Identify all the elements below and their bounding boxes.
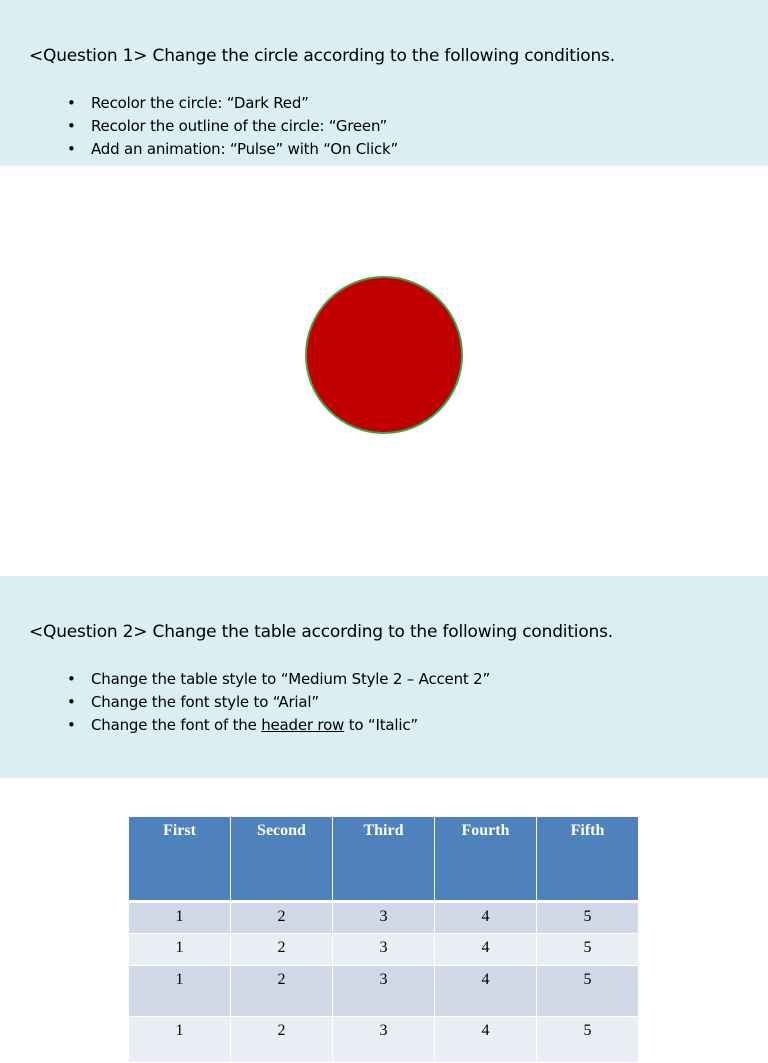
table-row[interactable] xyxy=(129,966,639,1017)
table-cell[interactable]: 2 xyxy=(231,966,333,1017)
table-cell[interactable]: 3 xyxy=(333,1017,435,1063)
question-2-bullet-list xyxy=(67,668,490,737)
table-cell[interactable]: 4 xyxy=(435,902,537,934)
table-cell[interactable]: 2 xyxy=(231,934,333,966)
table-cell[interactable]: 5 xyxy=(537,934,639,966)
table-cell[interactable]: 3 xyxy=(333,934,435,966)
table-row[interactable] xyxy=(129,1017,639,1063)
bullet-icon: • xyxy=(67,140,76,158)
data-table[interactable] xyxy=(128,816,639,1063)
question-2-title: <Question 2> Change the table according to the following conditions. xyxy=(29,622,613,642)
question-1-bullet-list xyxy=(67,92,398,161)
table-header-cell[interactable]: Third xyxy=(333,817,435,902)
question-2-bullet-3: • Change the font of the header row to “Italic” xyxy=(67,714,490,737)
table-cell[interactable]: 1 xyxy=(129,1017,231,1063)
question-2-bullet-2: • Change the font style to “Arial” xyxy=(67,691,490,714)
bullet-icon: • xyxy=(67,716,76,734)
table-cell[interactable]: 3 xyxy=(333,902,435,934)
bullet-icon: • xyxy=(67,693,76,711)
table-cell[interactable]: 1 xyxy=(129,934,231,966)
table-header-cell[interactable]: First xyxy=(129,817,231,902)
question-1-bullet-3: • Add an animation: “Pulse” with “On Click” xyxy=(67,138,398,161)
table-cell[interactable]: 5 xyxy=(537,902,639,934)
header-row-link: header row xyxy=(261,716,345,734)
table-cell[interactable]: 4 xyxy=(435,1017,537,1063)
table-cell[interactable]: 4 xyxy=(435,934,537,966)
table-header-row[interactable] xyxy=(129,817,639,902)
question-1-bullet-2: • Recolor the outline of the circle: “Green” xyxy=(67,115,398,138)
table-cell[interactable]: 3 xyxy=(333,966,435,1017)
question-2-bullet-1: • Change the table style to “Medium Style 2 – Accent 2” xyxy=(67,668,490,691)
bullet-icon: • xyxy=(67,94,76,112)
red-circle-shape[interactable] xyxy=(305,276,463,434)
table-header-cell[interactable]: Fifth xyxy=(537,817,639,902)
table-cell[interactable]: 4 xyxy=(435,966,537,1017)
table-row[interactable] xyxy=(129,902,639,934)
bullet-icon: • xyxy=(67,670,76,688)
table-header-cell[interactable]: Fourth xyxy=(435,817,537,902)
question-1-title: <Question 1> Change the circle according to the following conditions. xyxy=(29,46,615,66)
table-cell[interactable]: 5 xyxy=(537,1017,639,1063)
table-row[interactable] xyxy=(129,934,639,966)
table-cell[interactable]: 1 xyxy=(129,902,231,934)
table-cell[interactable]: 2 xyxy=(231,1017,333,1063)
table-cell[interactable]: 5 xyxy=(537,966,639,1017)
table-header-cell[interactable]: Second xyxy=(231,817,333,902)
table-cell[interactable]: 1 xyxy=(129,966,231,1017)
table-cell[interactable]: 2 xyxy=(231,902,333,934)
question-1-bullet-1: • Recolor the circle: “Dark Red” xyxy=(67,92,398,115)
bullet-icon: • xyxy=(67,117,76,135)
